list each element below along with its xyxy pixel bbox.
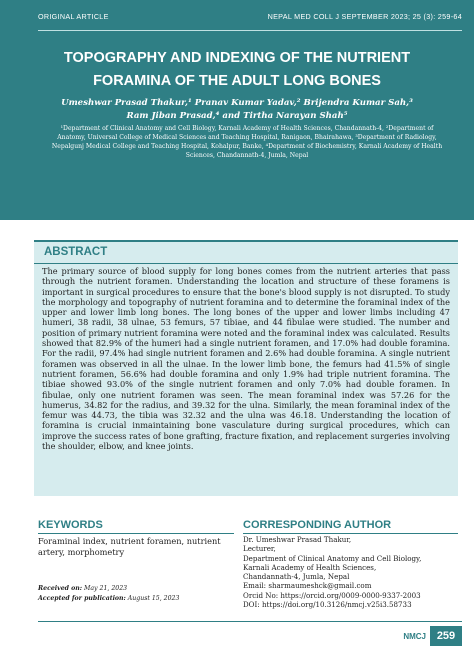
running-header: [38, 12, 462, 24]
author-department: Department of Clinical Anatomy and Cell Biology,: [243, 553, 422, 563]
footer-divider: [38, 621, 462, 622]
article-doi[interactable]: DOI: https://doi.org/10.3126/nmcj.v25i3.58733: [243, 600, 412, 610]
publication-dates: [38, 584, 234, 603]
received-label: Received on:: [38, 585, 83, 592]
keywords-text: Foraminal index, nutrient foramen, nutrient artery, morphometry: [38, 536, 221, 557]
author-institution: Karnali Academy of Health Sciences,: [243, 562, 377, 572]
affiliations: ¹Department of Clinical Anatomy and Cell Biology, Karnali Academy of Health Sciences, Chandannath-4, ²Department of Anatomy, Universal College of Medical Sciences and Teaching Hospital, Ranigaon, Bhairahawa, ³Department of Radiology, Nepalgunj Medical College and Teaching Hospital, Kohalpur, Banke, ⁴Department of Biochemistry, Karnali Academy of Health Sciences, Chandannath-4, Jumla, Nepal: [51, 125, 443, 160]
abstract-divider: [34, 263, 458, 264]
article-type-label: ORIGINAL ARTICLE: [38, 12, 109, 21]
abstract-text: The primary source of blood supply for long bones comes from the nutrient arteries that pass through the nutrient foramen. Understanding the location and structure of these foramens is important in surgical procedures to ensure that the bone's blood supply is not disrupted. To study the morphology and topography of nutrient foramina and to determine the foraminal index of the upper and lower limb long bones. The long bones of the upper and lower limbs including 47 humeri, 38 radii, 38 ulnae, 53 femurs, 57 tibiae, and 44 fibulae were studied. The number and position of primary nutrient foramina were noted and the foraminal index was calculated. Results showed that 82.9% of the humeri had a single nutrient foramen, and 17.0% had double foramina. For the radii, 97.4% had single nutrient foramen and 2.6% had double foramina. A single nutrient foramen was observed in all the ulnae. In the lower limb bone, the femurs had 41.5% of single nutrient foramen, 56.6% had double foramina and only 1.9% had triple nutrient foramina. The tibiae showed 93.0% of the single nutrient foramen and only 7.0% had double foramen. In fibulae, only one nutrient foramen was seen. The mean foraminal index was 57.26 for the humerus, 34.82 for the radius, and 39.32 for the ulna. Similarly, the mean foraminal index of the femur was 44.73, the tibia was 32.32 and the ulna was 46.18. Understanding the location of foramina is crucial inmaintaining bone vasculature during surgical procedures, which can improve the success rates of bone grafting, fracture fixation, and replacement surgeries involving the shoulder, elbow, and knee joints.: [42, 266, 450, 452]
corresponding-author-divider: [243, 533, 458, 534]
article-header-banner: [0, 0, 474, 220]
abstract-box: [34, 240, 458, 496]
received-date: May 21, 2023: [84, 585, 128, 592]
author-address: Chandannath-4, Jumla, Nepal: [243, 572, 350, 582]
author-email[interactable]: Email: sharmaumeshck@gmail.com: [243, 581, 372, 591]
author-name: Dr. Umeshwar Prasad Thakur,: [243, 535, 352, 544]
page-footer: [0, 621, 474, 655]
journal-citation: NEPAL MED COLL J SEPTEMBER 2023; 25 (3): 259-64: [267, 12, 462, 21]
corresponding-author-details: [243, 535, 458, 609]
accepted-date: August 15, 2023: [127, 594, 180, 602]
header-divider: [38, 30, 462, 31]
article-title: TOPOGRAPHY AND INDEXING OF THE NUTRIENT FORAMINA OF THE ADULT LONG BONES: [63, 50, 411, 89]
accepted-label: Accepted for publication:: [38, 594, 126, 602]
page-number: 259: [430, 626, 462, 646]
author-orcid[interactable]: Orcid No: https://orcid.org/0009-0000-9337-2003: [243, 590, 421, 600]
journal-abbreviation: NMCJ: [403, 632, 426, 641]
corresponding-author-heading: CORRESPONDING AUTHOR: [243, 519, 392, 531]
author-position: Lecturer,: [243, 544, 276, 554]
keywords-heading: KEYWORDS: [38, 519, 103, 531]
keywords-divider: [38, 533, 234, 534]
abstract-heading: ABSTRACT: [44, 246, 108, 258]
author-list: Umeshwar Prasad Thakur,¹ Pranav Kumar Yadav,² Brijendra Kumar Sah,³ Ram Jiban Prasad,⁴ and Tirtha Narayan Shah⁵: [61, 98, 413, 121]
